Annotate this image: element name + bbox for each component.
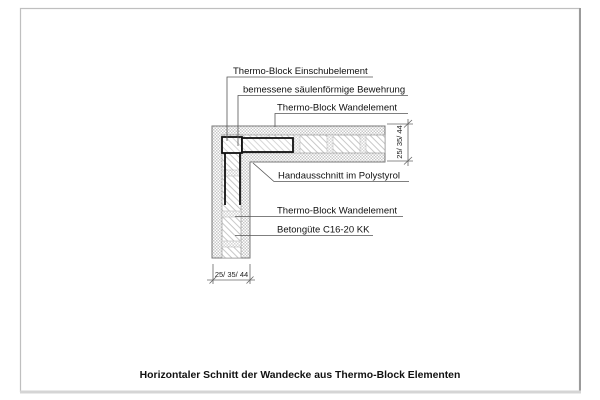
label-einschubelement: Thermo-Block Einschubelement: [233, 66, 368, 77]
label-bewehrung: bemessene säulenförmige Bewehrung: [243, 84, 406, 96]
dimension-bottom-text: 25/ 35/ 44: [214, 270, 249, 279]
label-betonguete: Betongüte C16-20 KK: [277, 224, 370, 236]
drawing-title: Horizontaler Schnitt der Wandecke aus Thermo-Block Elementen: [139, 370, 461, 381]
dimension-right: [387, 119, 413, 166]
label-wandelement-bottom: Thermo-Block Wandelement: [277, 205, 398, 217]
label-wandelement-top: Thermo-Block Wandelement: [277, 102, 398, 114]
label-handausschnitt: Handausschnitt im Polystyrol: [278, 170, 400, 182]
leader-wandelement-top: [275, 114, 408, 128]
dimension-bottom: [207, 264, 255, 284]
einschubelement-insert: [242, 138, 293, 152]
dimension-right-text: 25/ 35/ 44: [395, 125, 404, 159]
corner-column-block: [222, 137, 242, 153]
